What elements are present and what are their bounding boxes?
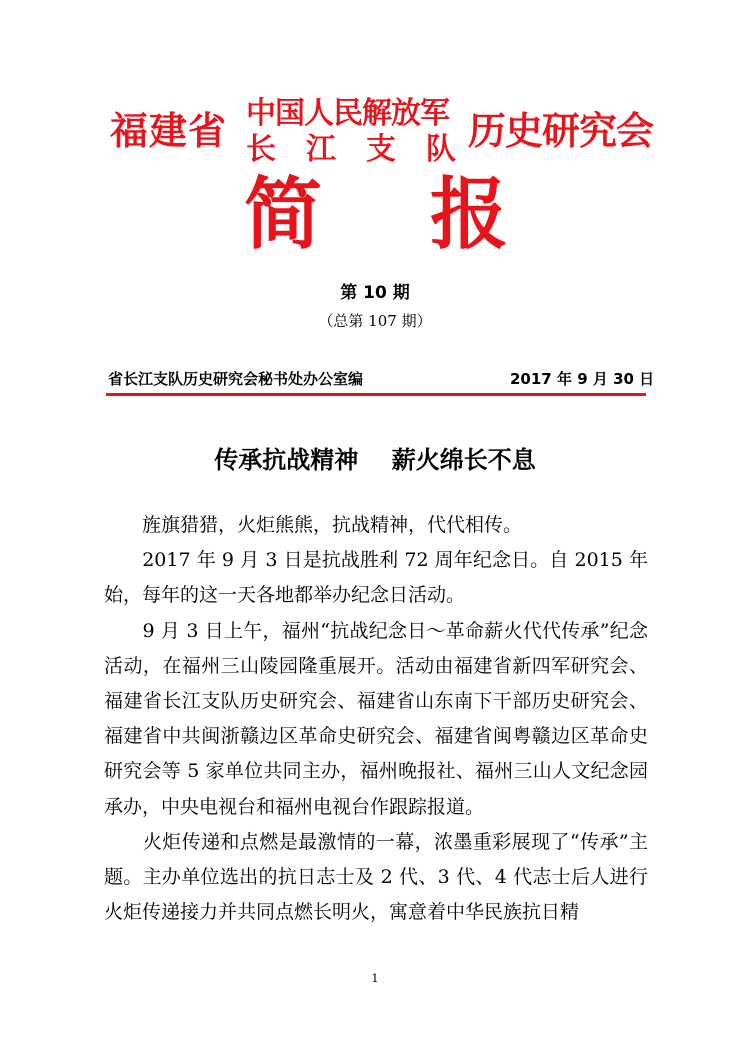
article-body: [104, 508, 648, 930]
bulletin-char-1: 简: [244, 170, 323, 260]
organization-header: [0, 88, 750, 167]
bulletin-char-2: 报: [430, 170, 509, 260]
org-name-middle-line1: 中国人民解放军: [246, 96, 449, 131]
issue-number: 第 10 期: [340, 283, 410, 303]
paragraph: 9 月 3 日上午，福州“抗战纪念日～革命薪火代代传承”纪念活动，在福州三山陵园隆重展开。活动由福建省新四军研究会、福建省长江支队历史研究会、福建省山东南下干部历史研究会、福建省中共闽浙赣边区革命史研究会、福建省闽粤赣边区革命史研究会等 5 家单位共同主办，福州晚报社、福州三山人文纪念园承办，中央电视台和福州电视台作跟踪报道。: [104, 619, 648, 818]
paragraph: 2017 年 9 月 3 日是抗战胜利 72 周年纪念日。自 2015 年始，每年的这一天各地都举办纪念日活动。: [104, 549, 648, 607]
paragraph: 火炬传递和点燃是最激情的一幕，浓墨重彩展现了“传承”主题。主办单位选出的抗日志士及 2 代、3 代、4 代志士后人进行火炬传递接力并共同点燃长明火，寓意着中华民族抗日精: [104, 830, 648, 924]
article-title: 传承抗战精神 薪火绵长不息: [214, 446, 536, 474]
org-name-right: 历史研究会: [468, 109, 654, 153]
bulletin-title: [0, 170, 750, 260]
org-name-left: 福建省: [110, 109, 228, 153]
org-char: 江: [306, 132, 336, 167]
page-number: 1: [371, 972, 379, 985]
org-char: 支: [366, 132, 396, 167]
editor-line: 省长江支队历史研究会秘书处办公室编: [108, 370, 364, 388]
paragraph: 旌旗猎猎，火炬熊熊，抗战精神，代代相传。: [104, 514, 523, 536]
total-issue-number: （总第 107 期）: [318, 312, 432, 330]
org-char: 长: [246, 132, 276, 167]
publication-date: 2017 年 9 月 30 日: [510, 370, 655, 388]
header-divider: [106, 393, 646, 396]
org-name-middle-line2: [246, 124, 456, 168]
org-char: 队: [426, 132, 456, 167]
